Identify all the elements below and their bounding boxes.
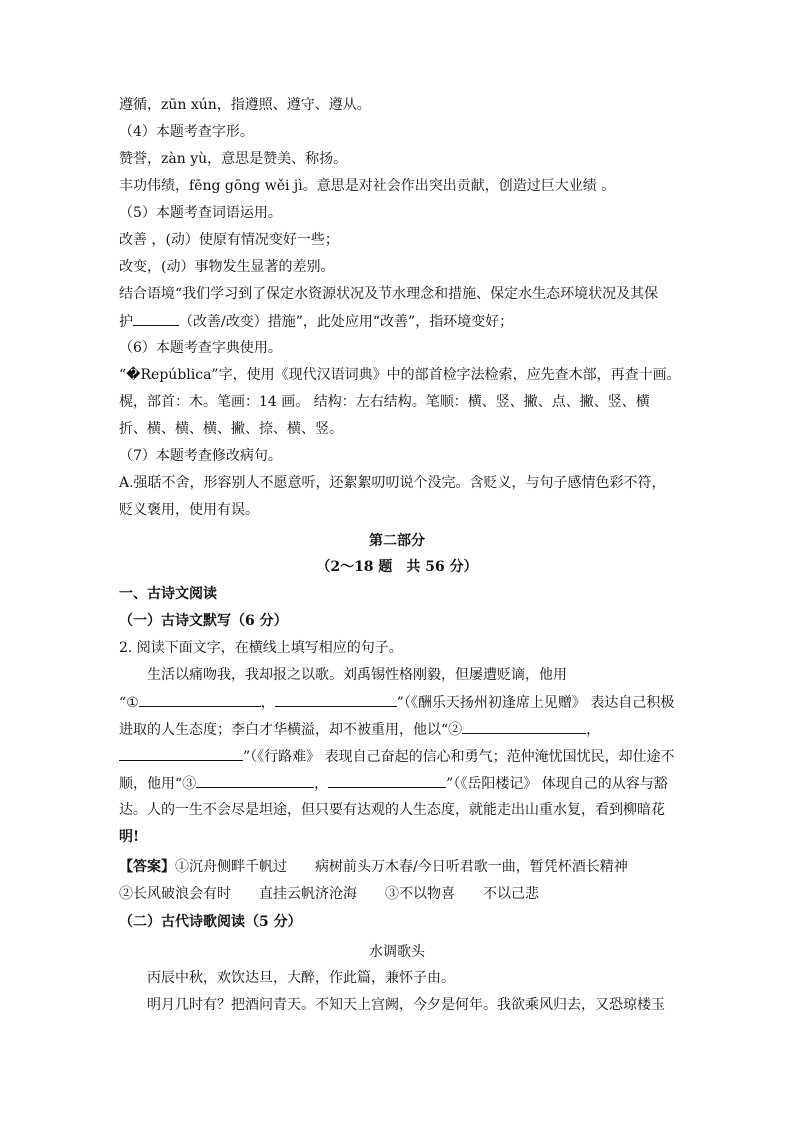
text-line: （7）本题考查修改病句。 (119, 448, 282, 464)
answer-text: ③不以物喜 (385, 886, 455, 902)
passage-line: 达。人的一生不会尽是坦途，但只要有达观的人生态度，就能走出山重水复，看到柳暗花 (119, 802, 665, 818)
passage-line (119, 719, 675, 740)
text-line: 贬义褒用，使用有误。 (119, 502, 259, 518)
passage-line (119, 746, 675, 767)
answer-line (119, 857, 675, 877)
fill-blank (275, 692, 397, 707)
answer-text: ②长风破浪会有时 (119, 886, 231, 902)
subsection-heading: （一）古诗文默写（6 分） (119, 613, 288, 629)
part-title: 第二部分 (369, 533, 425, 549)
text-fragment: （改善/改变）措施”，此处应用“改善”，指环境变好； (179, 314, 514, 330)
text-line: 结合语境“我们学习到了保定水资源状况及节水理念和措施、保定水生态环境状况及其保 (119, 286, 659, 302)
subsection-heading: （二）古代诗歌阅读（5 分） (119, 914, 302, 930)
text-fragment: ， (586, 722, 601, 738)
passage-line: 生活以痛吻我，我却报之以歌。刘禹锡性格刚毅，但屡遭贬谪，他用 (147, 667, 567, 683)
text-line (119, 311, 675, 332)
text-fragment: ”（《岳阳楼记》 体现自己的从容与豁 (446, 776, 668, 792)
text-fragment: ， (260, 695, 275, 711)
passage-line: 明! (119, 829, 140, 845)
poem-preface: 丙辰中秋，欢饮达旦，大醉，作此篇，兼怀子由。 (147, 970, 455, 986)
text-fragment: 进取的人生态度；李白才华横溢，却不被重用，他以“② (119, 722, 463, 738)
text-line: 赞誉，zàn yù，意思是赞美、称扬。 (119, 151, 348, 167)
answer-label: 【答案】 (119, 859, 175, 875)
text-fragment: 护 (119, 314, 133, 330)
text-line: 改善 ，(动）使原有情况变好一些； (119, 232, 339, 248)
fill-blank (462, 719, 586, 734)
fill-blank (196, 773, 314, 788)
text-line: （6）本题考查字典使用。 (119, 340, 282, 356)
text-line: 丰功伟绩，fēng gōng wěi jì。意思是对社会作出突出贡献，创造过巨大业绩 。 (119, 178, 616, 194)
fill-blank (139, 692, 261, 707)
text-line: （5）本题考查词语运用。 (119, 205, 282, 221)
answer-line (119, 884, 675, 904)
text-line: A.强聒不舍，形容别人不愿意听，还絮絮叨叨说个没完。含贬义，与句子感情色彩不符， (119, 475, 666, 491)
poem-line: 明月几时有？把酒问青天。不知天上宫阙，今夕是何年。我欲乘风归去，又恐琼楼玉 (147, 997, 665, 1013)
fill-blank (133, 311, 179, 326)
answer-text: 不以己悲 (483, 886, 539, 902)
answer-text: ①沉舟侧畔千帆过 (175, 859, 287, 875)
section-heading: 一、古诗文阅读 (119, 586, 217, 602)
text-line: 改变，(动）事物发生显著的差别。 (119, 259, 335, 275)
text-line: “�República”字，使用《现代汉语词典》中的部首检字法检索，应先查木部，再查十画。 (119, 367, 681, 383)
answer-text: 病树前头万木春/今日听君歌一曲，暂凭杯酒长精神 (315, 859, 628, 875)
answer-text: 直挂云帆济沧海 (259, 886, 357, 902)
passage-line (119, 692, 675, 713)
fill-blank (328, 773, 446, 788)
text-fragment: ”（《酬乐天扬州初逢席上见赠》 表达自己积极 (396, 695, 675, 711)
text-line: 折、横、横、横、撇、捺、横、竖。 (119, 421, 343, 437)
fill-blank (119, 746, 243, 761)
text-line: 遵循，zūn xún，指遵照、遵守、遵从。 (119, 97, 371, 113)
text-line: （4）本题考查字形。 (119, 124, 254, 140)
text-line: 榥，部首：木。笔画：14 画。 结构：左右结构。笔顺：横、竖、撇、点、撇、竖、横 (119, 394, 650, 410)
text-fragment: 顺，他用“③ (119, 776, 197, 792)
text-fragment: “① (119, 695, 139, 711)
part-subtitle: （2～18 题 共 56 分） (316, 559, 478, 575)
passage-line (119, 773, 675, 794)
question-prompt: 2. 阅读下面文字，在横线上填写相应的句子。 (119, 640, 403, 656)
text-fragment: ， (314, 776, 329, 792)
poem-title: 水调歌头 (369, 944, 425, 960)
text-fragment: ”（《行路难》 表现自己奋起的信心和勇气；范仲淹忧国忧民，却仕途不 (243, 749, 675, 765)
